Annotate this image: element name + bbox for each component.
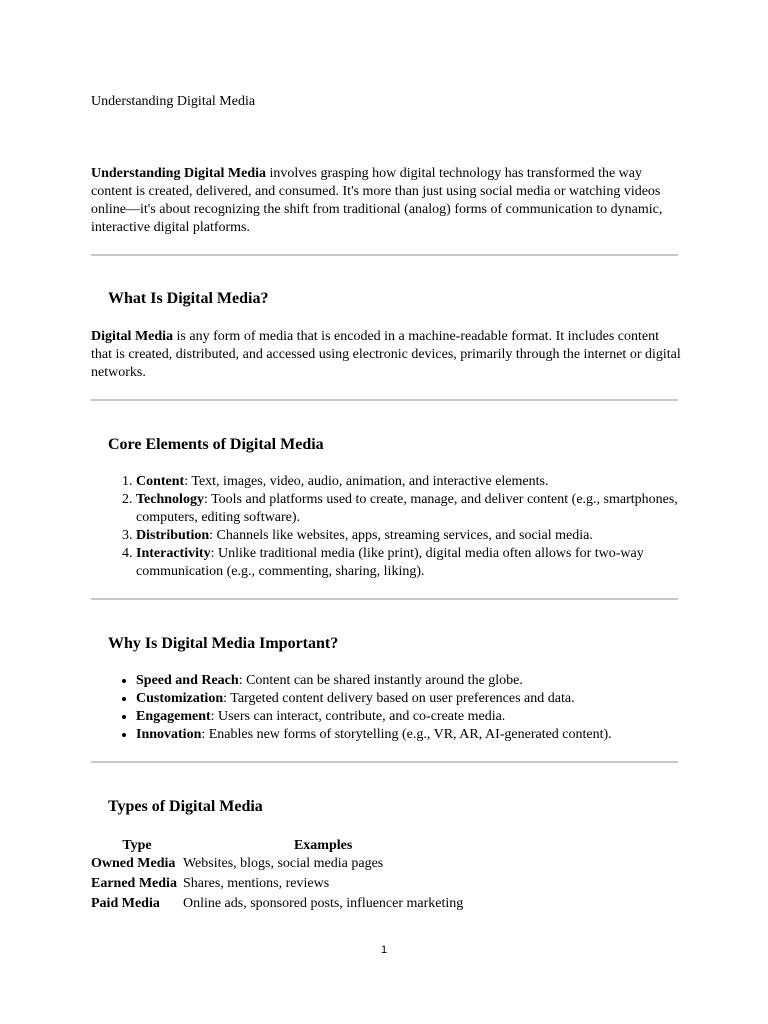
divider	[91, 399, 678, 401]
list-item-term: Innovation	[136, 727, 202, 742]
definition-text: is any form of media that is encoded in a machine-readable format. It includes content that is created, distributed, and accessed using electronic devices, primarily through the internet or digital networks.	[91, 329, 681, 380]
table-cell-type: Paid Media	[91, 896, 160, 911]
section-paragraph-what-is	[91, 328, 681, 382]
list-item	[136, 491, 716, 527]
section-heading-why-important: Why Is Digital Media Important?	[108, 635, 339, 652]
list-item	[136, 690, 716, 708]
list-item-text: : Channels like websites, apps, streaming services, and social media.	[209, 528, 593, 543]
table-row	[91, 856, 463, 876]
list-item	[136, 473, 716, 491]
list-item-term: Content	[136, 474, 185, 489]
divider	[91, 254, 678, 256]
table-row	[91, 896, 463, 916]
list-item	[136, 672, 716, 690]
list-item	[136, 527, 716, 545]
list-item-term: Distribution	[136, 528, 210, 543]
list-item-text: : Content can be shared instantly around the globe.	[238, 673, 523, 688]
list-item	[136, 545, 716, 581]
intro-paragraph	[91, 165, 681, 237]
list-item-text: : Users can interact, contribute, and co-create media.	[210, 709, 506, 724]
table-cell-examples: Online ads, sponsored posts, influencer marketing	[182, 896, 464, 911]
table-cell-type: Earned Media	[91, 876, 177, 891]
list-item-term: Engagement	[136, 709, 211, 724]
section-heading-what-is: What Is Digital Media?	[108, 290, 269, 307]
divider	[91, 761, 678, 763]
list-item-text: : Enables new forms of storytelling (e.g., VR, AR, AI-generated content).	[201, 727, 612, 742]
list-item	[136, 726, 716, 744]
list-item-term: Technology	[136, 492, 204, 507]
intro-text: involves grasping how digital technology has transformed the way content is created, delivered, and consumed. It's more than just using social media or watching videos online—it's about recognizing the shift from traditional (analog) forms of communication to dynamic, interactive digital platforms.	[91, 166, 663, 235]
divider	[91, 598, 678, 600]
types-table	[91, 836, 463, 916]
list-item-term: Customization	[136, 691, 224, 706]
section-heading-core-elements: Core Elements of Digital Media	[108, 436, 324, 453]
table-cell-examples: Websites, blogs, social media pages	[182, 856, 384, 871]
list-item-term: Interactivity	[136, 546, 211, 561]
core-elements-list	[91, 473, 716, 581]
intro-bold: Understanding Digital Media	[91, 166, 267, 181]
table-header-row	[91, 836, 463, 856]
list-item-text: : Targeted content delivery based on user preferences and data.	[223, 691, 575, 706]
list-item-text: : Unlike traditional media (like print), digital media often allows for two-way communication (e.g., commenting, sharing, liking).	[136, 546, 644, 579]
column-header-examples: Examples	[293, 838, 353, 853]
page-number: 1	[380, 944, 388, 956]
list-item-term: Speed and Reach	[136, 673, 239, 688]
list-item-text: : Text, images, video, audio, animation, and interactive elements.	[184, 474, 549, 489]
table-cell-examples: Shares, mentions, reviews	[182, 876, 330, 891]
section-heading-types: Types of Digital Media	[108, 798, 263, 815]
page-header: Understanding Digital Media	[91, 94, 256, 109]
list-item-text: : Tools and platforms used to create, manage, and deliver content (e.g., smartphones, computers, editing software).	[136, 492, 678, 525]
definition-term: Digital Media	[91, 329, 174, 344]
list-item	[136, 708, 716, 726]
importance-list	[91, 672, 716, 744]
table-cell-type: Owned Media	[91, 856, 176, 871]
column-header-type: Type	[122, 838, 152, 853]
table-row	[91, 876, 463, 896]
